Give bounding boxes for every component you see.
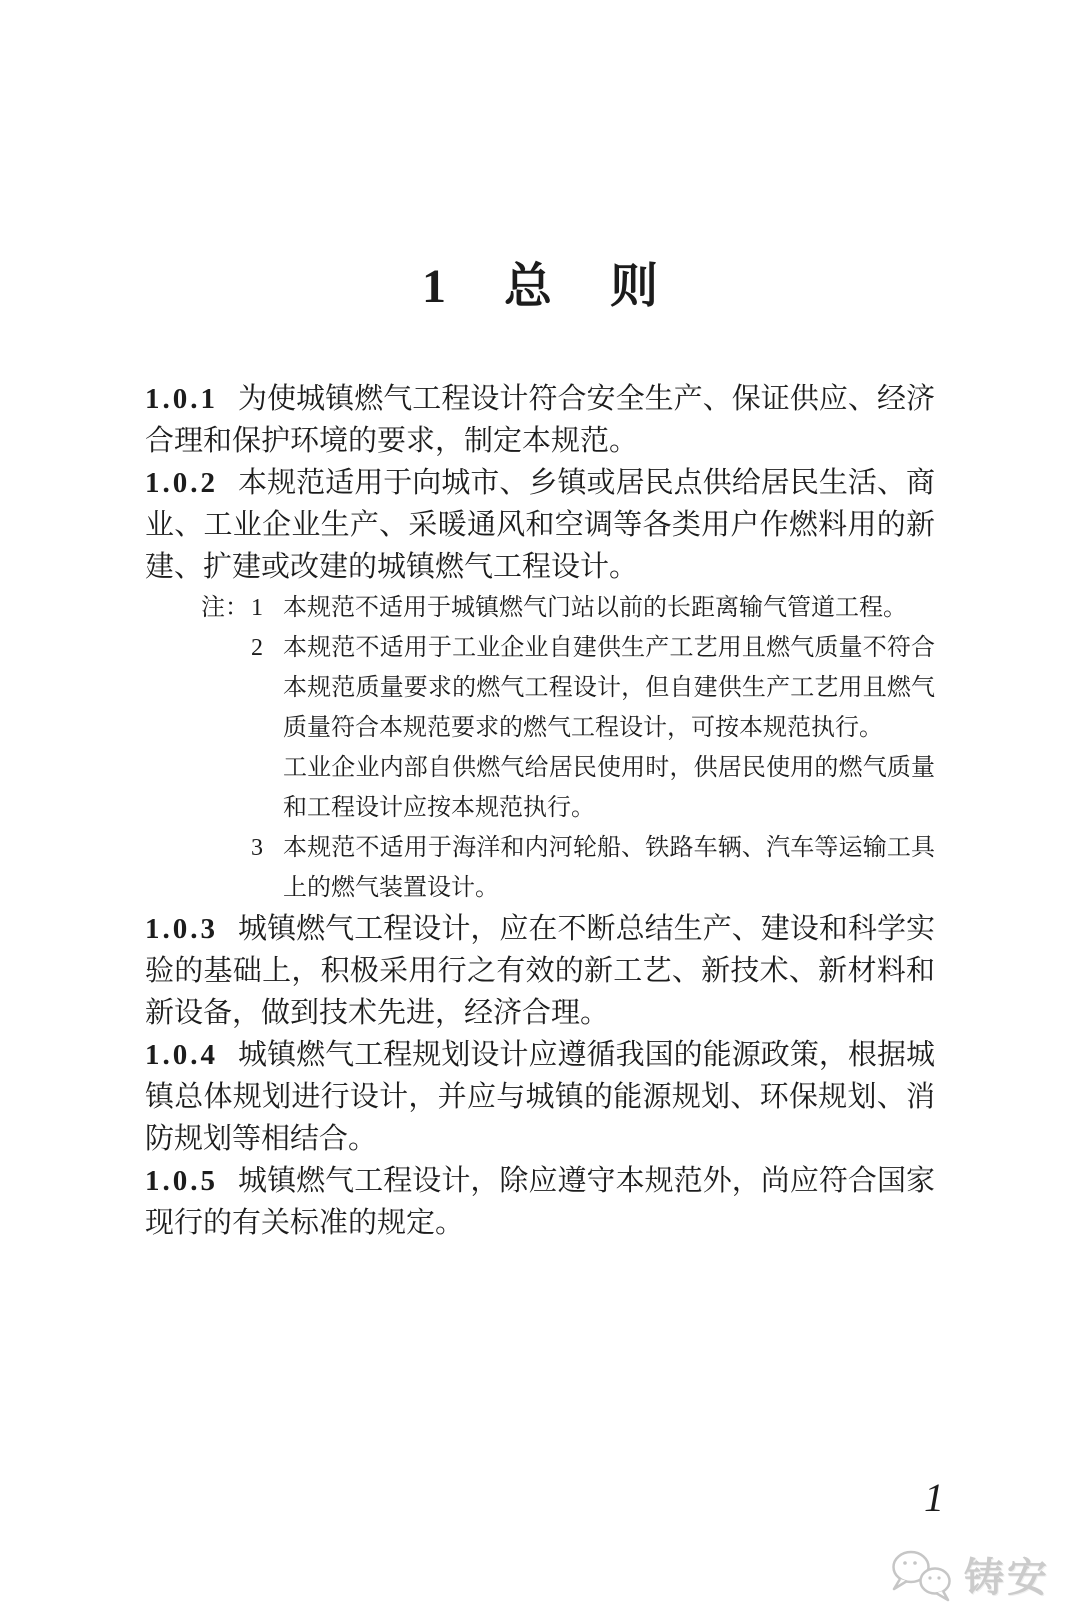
chapter-title-char: 总	[503, 260, 552, 313]
note-paragraph: 工业企业内部自供燃气给居民使用时，供居民使用的燃气质量和工程设计应按本规范执行。	[283, 754, 935, 821]
note-item-2	[201, 628, 935, 828]
note-paragraph: 本规范不适用于工业企业自建供生产工艺用且燃气质量不符合本规范质量要求的燃气工程设计，但自建供生产工艺用且燃气质量符合本规范要求的燃气工程设计，可按本规范执行。	[283, 634, 935, 741]
note-label-spacer	[201, 628, 251, 828]
wechat-icon	[888, 1548, 956, 1607]
note-paragraph: 本规范不适用于城镇燃气门站以前的长距离输气管道工程。	[283, 594, 907, 621]
note-item-1	[201, 588, 935, 628]
note-text	[283, 628, 935, 828]
note-text	[283, 588, 935, 628]
clause-1-0-5	[145, 1160, 935, 1244]
note-item-3	[201, 828, 935, 908]
chapter-title-char: 则	[610, 260, 659, 313]
clause-number: 1.0.5	[145, 1164, 218, 1197]
clause-text: 城镇燃气工程设计，除应遵守本规范外，尚应符合国家现行的有关标准的规定。	[145, 1164, 935, 1239]
page-number: 1	[924, 1475, 944, 1520]
note-number: 2	[251, 634, 263, 661]
note-text	[283, 828, 935, 908]
page-content	[145, 0, 935, 1244]
watermark-text: 铸安	[964, 1555, 1050, 1600]
note-number: 1	[251, 594, 263, 621]
note-number: 3	[251, 834, 263, 861]
clause-text: 城镇燃气工程规划设计应遵循我国的能源政策，根据城镇总体规划进行设计，并应与城镇的能源规划、环保规划、消防规划等相结合。	[145, 1038, 935, 1155]
clause-text: 城镇燃气工程设计，应在不断总结生产、建设和科学实验的基础上，积极采用行之有效的新工艺、新技术、新材料和新设备，做到技术先进，经济合理。	[145, 912, 935, 1029]
clause-text: 为使城镇燃气工程设计符合安全生产、保证供应、经济合理和保护环境的要求，制定本规范。	[145, 382, 935, 457]
clause-number: 1.0.4	[145, 1038, 218, 1071]
notes-block	[201, 588, 935, 908]
clause-number: 1.0.1	[145, 382, 218, 415]
note-label: 注：	[201, 594, 249, 621]
note-label-spacer	[201, 828, 251, 908]
note-paragraph: 本规范不适用于海洋和内河轮船、铁路车辆、汽车等运输工具上的燃气装置设计。	[283, 834, 935, 901]
clause-1-0-2	[145, 462, 935, 588]
clause-1-0-4	[145, 1034, 935, 1160]
clause-1-0-3	[145, 908, 935, 1034]
watermark	[888, 1548, 1050, 1607]
clause-number: 1.0.2	[145, 466, 218, 499]
clause-number: 1.0.3	[145, 912, 218, 945]
clause-1-0-1	[145, 378, 935, 462]
chapter-title	[145, 258, 935, 316]
clause-text: 本规范适用于向城市、乡镇或居民点供给居民生活、商业、工业企业生产、采暖通风和空调等各类用户作燃料用的新建、扩建或改建的城镇燃气工程设计。	[145, 466, 935, 583]
chapter-number: 1	[421, 260, 446, 313]
